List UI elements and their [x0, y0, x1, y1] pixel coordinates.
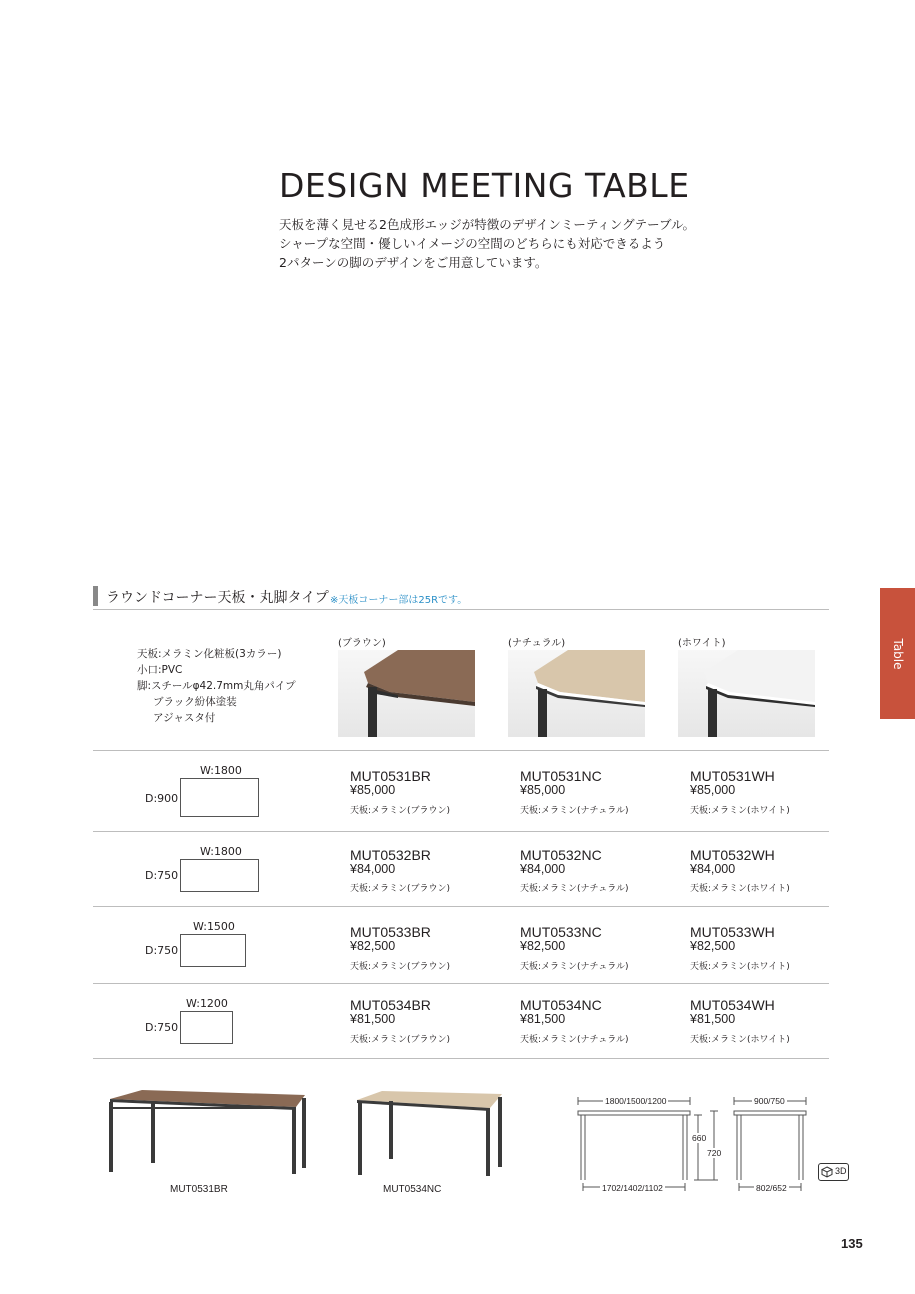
- dim-width-bottom: 1702/1402/1102: [602, 1183, 663, 1193]
- spec-item: アジャスタ付: [153, 712, 216, 724]
- product-desc: 天板:メラミン(ホワイト): [690, 806, 790, 816]
- cube-icon: [821, 1166, 833, 1178]
- product-price: ¥82,500: [690, 939, 736, 953]
- spec-list: [137, 646, 296, 726]
- section-title: ラウンドコーナー天板・丸脚タイプ: [106, 590, 329, 606]
- product-price: ¥84,000: [350, 862, 396, 876]
- table-size-diagram: [180, 934, 246, 967]
- diagram-width-label: W:1500: [193, 920, 235, 933]
- divider: [93, 750, 829, 751]
- product-desc: 天板:メラミン(ブラウン): [350, 884, 451, 894]
- product-code: MUT0532NC: [520, 847, 602, 863]
- intro-line: シャープな空間・優しいイメージの空間のどちらにも対応できるよう: [279, 236, 666, 251]
- product-price: ¥81,500: [520, 1012, 566, 1026]
- dim-height-total: 720: [707, 1148, 722, 1158]
- photo-caption: MUT0531BR: [170, 1184, 228, 1195]
- product-price: ¥81,500: [690, 1012, 736, 1026]
- table-corner-natural-icon: [508, 650, 645, 737]
- spec-item: 小口:PVC: [137, 664, 183, 676]
- product-code: MUT0531BR: [350, 768, 431, 784]
- divider: [93, 906, 829, 907]
- swatch-natural-image: [508, 650, 645, 737]
- divider: [93, 609, 829, 610]
- table-size-diagram: [180, 778, 259, 817]
- side-tab-label: Table: [890, 637, 905, 670]
- product-photo-brown: [100, 1085, 310, 1175]
- table-corner-white-icon: [678, 650, 815, 737]
- page-title: DESIGN MEETING TABLE: [279, 166, 690, 205]
- 3d-data-button[interactable]: [818, 1163, 849, 1181]
- swatch-white-image: [678, 650, 815, 737]
- product-photo-natural: [352, 1088, 507, 1178]
- spec-item: 脚:スチールφ42.7mm丸角パイプ: [137, 680, 296, 692]
- table-size-diagram: [180, 1011, 233, 1044]
- table-size-diagram: [180, 859, 259, 892]
- table-natural-icon: [352, 1088, 507, 1178]
- product-code: MUT0533BR: [350, 924, 431, 940]
- diagram-depth-label: D:750: [145, 869, 179, 882]
- 3d-label: 3D: [835, 1166, 847, 1176]
- section-note: ※天板コーナー部は25Rです。: [330, 595, 468, 606]
- diagram-width-label: W:1800: [200, 845, 242, 858]
- intro-text: [279, 215, 695, 272]
- product-code: MUT0533NC: [520, 924, 602, 940]
- product-desc: 天板:メラミン(ナチュラル): [520, 806, 629, 816]
- divider: [93, 1058, 829, 1059]
- product-desc: 天板:メラミン(ホワイト): [690, 884, 790, 894]
- product-price: ¥85,000: [350, 783, 396, 797]
- category-side-tab[interactable]: [880, 588, 915, 719]
- product-desc: 天板:メラミン(ナチュラル): [520, 962, 629, 972]
- diagram-width-label: W:1200: [186, 997, 228, 1010]
- product-desc: 天板:メラミン(ブラウン): [350, 806, 451, 816]
- product-desc: 天板:メラミン(ホワイト): [690, 1035, 790, 1045]
- product-code: MUT0534WH: [690, 997, 775, 1013]
- product-desc: 天板:メラミン(ホワイト): [690, 962, 790, 972]
- product-code: MUT0534NC: [520, 997, 602, 1013]
- dim-width-top: 1800/1500/1200: [605, 1096, 667, 1106]
- product-code: MUT0532BR: [350, 847, 431, 863]
- dim-height-inner: 660: [692, 1133, 707, 1143]
- diagram-depth-label: D:750: [145, 944, 179, 957]
- diagram-depth-label: D:900: [145, 792, 179, 805]
- swatch-label-natural: (ナチュラル): [508, 638, 566, 649]
- product-code: MUT0533WH: [690, 924, 775, 940]
- product-price: ¥82,500: [520, 939, 566, 953]
- product-code: MUT0534BR: [350, 997, 431, 1013]
- product-price: ¥81,500: [350, 1012, 396, 1026]
- spec-item: 天板:メラミン化粧板(3カラー): [137, 648, 282, 660]
- product-price: ¥84,000: [690, 862, 736, 876]
- spec-item: ブラック紛体塗装: [153, 696, 237, 708]
- swatch-label-white: (ホワイト): [678, 638, 726, 649]
- page-number: 135: [841, 1236, 863, 1251]
- intro-line: 2パターンの脚のデザインをご用意しています。: [279, 255, 548, 270]
- dim-depth-bottom: 802/652: [756, 1183, 787, 1193]
- divider: [93, 983, 829, 984]
- product-price: ¥85,000: [690, 783, 736, 797]
- swatch-label-brown: (ブラウン): [338, 638, 386, 649]
- dim-depth-top: 900/750: [754, 1096, 785, 1106]
- product-desc: 天板:メラミン(ナチュラル): [520, 1035, 629, 1045]
- photo-caption: MUT0534NC: [383, 1184, 442, 1195]
- product-code: MUT0531WH: [690, 768, 775, 784]
- table-brown-icon: [100, 1085, 310, 1175]
- swatch-brown-image: [338, 650, 475, 737]
- product-desc: 天板:メラミン(ナチュラル): [520, 884, 629, 894]
- product-code: MUT0531NC: [520, 768, 602, 784]
- intro-line: 天板を薄く見せる2色成形エッジが特徴のデザインミーティングテーブル。: [279, 217, 695, 232]
- product-price: ¥84,000: [520, 862, 566, 876]
- divider: [93, 831, 829, 832]
- table-corner-brown-icon: [338, 650, 475, 737]
- diagram-depth-label: D:750: [145, 1021, 179, 1034]
- diagram-width-label: W:1800: [200, 764, 242, 777]
- product-desc: 天板:メラミン(ブラウン): [350, 962, 451, 972]
- product-price: ¥82,500: [350, 939, 396, 953]
- product-price: ¥85,000: [520, 783, 566, 797]
- product-code: MUT0532WH: [690, 847, 775, 863]
- product-desc: 天板:メラミン(ブラウン): [350, 1035, 451, 1045]
- section-marker: [93, 586, 98, 606]
